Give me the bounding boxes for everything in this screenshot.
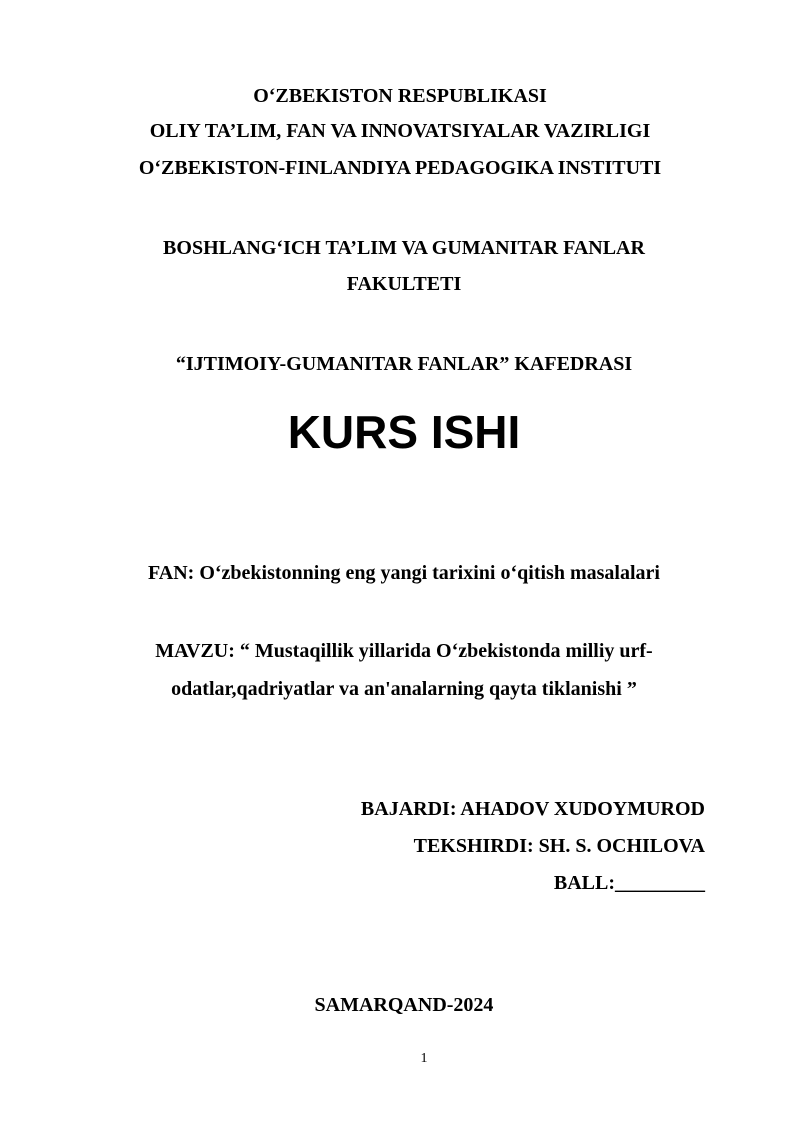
faculty-heading-line2: FAKULTETI <box>346 273 462 295</box>
reviewer-line: TEKSHIRDI: SH. S. OCHILOVA <box>413 835 705 857</box>
department-heading: “IJTIMOIY-GUMANITAR FANLAR” KAFEDRASI <box>175 353 633 375</box>
topic-line2: odatlar,qadriyatlar va an'analarning qayta tiklanishi ” <box>171 678 637 700</box>
document-title: KURS ISHI <box>287 406 521 458</box>
author-line: BAJARDI: AHADOV XUDOYMUROD <box>360 798 705 820</box>
faculty-heading-line1: BOSHLANG‘ICH TA’LIM VA GUMANITAR FANLAR <box>163 237 645 259</box>
page-number: 1 <box>420 1051 428 1066</box>
topic-line1: MAVZU: “ Mustaqillik yillarida O‘zbekistonda milliy urf- <box>155 640 653 662</box>
grade-line: BALL:_________ <box>553 872 705 894</box>
institute-heading: O‘ZBEKISTON-FINLANDIYA PEDAGOGIKA INSTITUTI <box>138 157 662 179</box>
ministry-heading: OLIY TA’LIM, FAN VA INNOVATSIYALAR VAZIRLIGI <box>149 120 651 142</box>
subject-line: FAN: O‘zbekistonning eng yangi tarixini o‘qitish masalalari <box>148 562 660 584</box>
place-year: SAMARQAND-2024 <box>314 994 494 1016</box>
republic-heading: O‘ZBEKISTON RESPUBLIKASI <box>253 85 547 107</box>
